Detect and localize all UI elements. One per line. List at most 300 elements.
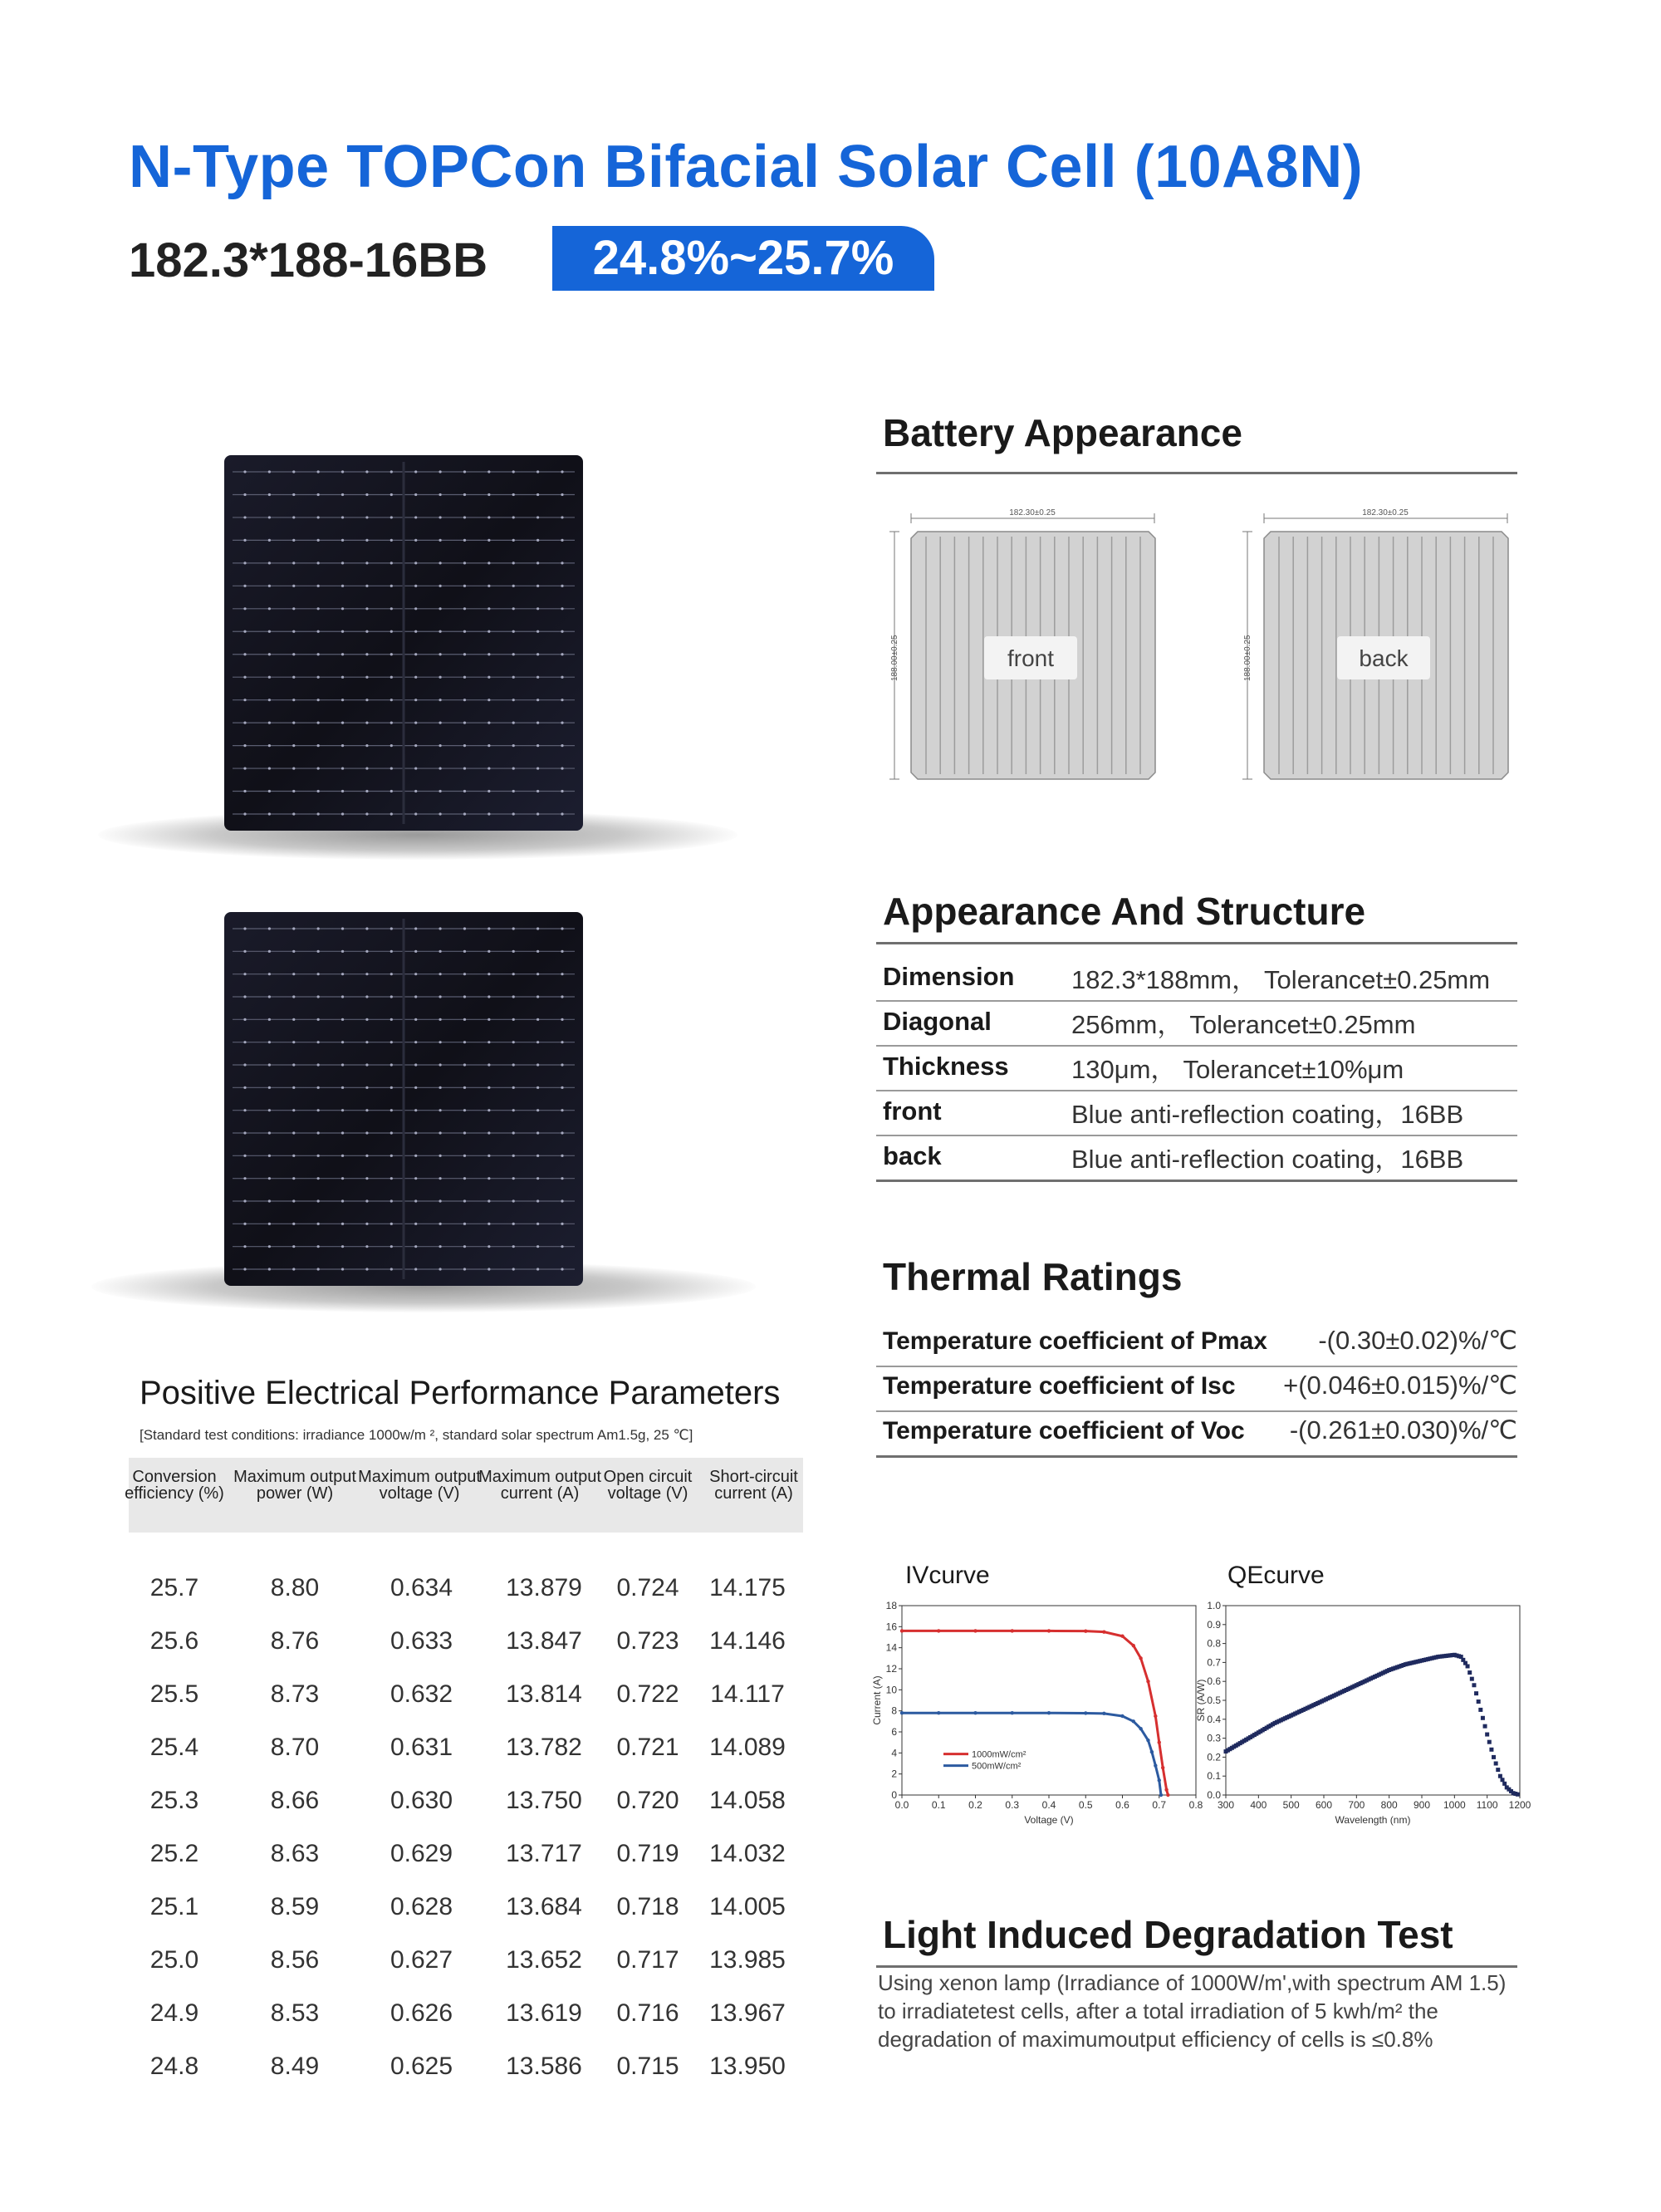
- solder-pad: [561, 1177, 563, 1180]
- qe-point: [1467, 1670, 1472, 1675]
- solder-pad: [414, 539, 417, 542]
- solder-pad: [317, 1268, 320, 1270]
- solder-pad: [390, 493, 393, 496]
- solder-pad: [243, 1086, 246, 1089]
- solder-pad: [463, 630, 466, 633]
- solder-pad: [439, 995, 441, 998]
- front-label: front: [1007, 645, 1055, 671]
- solder-pad: [390, 744, 393, 747]
- qe-chart-title: QEcurve: [1227, 1562, 1325, 1589]
- solder-pad: [488, 585, 490, 587]
- divider: [876, 1965, 1517, 1968]
- solder-pad: [390, 562, 393, 564]
- solder-pad: [463, 653, 466, 655]
- solder-pad: [341, 767, 344, 769]
- solder-pad: [537, 653, 539, 655]
- solder-pad: [292, 767, 295, 769]
- solder-pad: [390, 1268, 393, 1270]
- solder-pad: [439, 470, 441, 473]
- solder-pad: [341, 539, 344, 542]
- solder-pad: [390, 722, 393, 724]
- table-cell: 0.629: [390, 1840, 453, 1867]
- solder-pad: [365, 927, 368, 929]
- solder-pad: [537, 1245, 539, 1248]
- qe-point: [1470, 1677, 1474, 1681]
- solder-pad: [341, 1155, 344, 1157]
- solder-pad: [292, 630, 295, 633]
- solder-pad: [317, 676, 320, 679]
- solder-pad: [317, 630, 320, 633]
- iv-point: [973, 1629, 977, 1632]
- solder-pad: [414, 1109, 417, 1111]
- solder-pad: [561, 790, 563, 792]
- table-cell: 8.53: [270, 1999, 320, 2027]
- width-dimension: 182.30±0.25: [1362, 508, 1409, 517]
- y-tick-label: 0.7: [1207, 1656, 1221, 1669]
- solder-pad: [390, 927, 393, 929]
- solder-pad: [561, 470, 563, 473]
- solder-pad: [390, 1223, 393, 1225]
- solder-pad: [414, 1268, 417, 1270]
- table-cell: 24.8: [149, 2053, 199, 2080]
- solder-pad: [341, 722, 344, 724]
- qe-point: [1483, 1724, 1487, 1729]
- thermal-value: -(0.30±0.02)%/℃: [1318, 1326, 1517, 1355]
- x-tick-label: 1200: [1508, 1799, 1531, 1811]
- solder-pad: [341, 630, 344, 633]
- table-cell: 13.619: [506, 1999, 582, 2027]
- solder-pad: [439, 1199, 441, 1202]
- solder-pad: [268, 1245, 271, 1248]
- solder-pad: [439, 790, 441, 792]
- solder-pad: [317, 927, 320, 929]
- solder-pad: [439, 1177, 441, 1180]
- solder-pad: [414, 767, 417, 769]
- solder-pad: [341, 607, 344, 610]
- table-cell: 8.59: [270, 1893, 320, 1920]
- iv-point: [973, 1711, 977, 1714]
- solder-pad: [317, 722, 320, 724]
- iv-point: [1158, 1778, 1161, 1782]
- solder-pad: [365, 1041, 368, 1043]
- solder-pad: [243, 1199, 246, 1202]
- structure-value: 182.3*188mm， Tolerancet±0.25mm: [1071, 965, 1491, 994]
- solder-pad: [463, 722, 466, 724]
- solder-pad: [341, 744, 344, 747]
- x-tick-label: 0.2: [968, 1799, 982, 1811]
- solder-pad: [561, 1063, 563, 1066]
- solder-pad: [317, 1041, 320, 1043]
- x-tick-label: 600: [1315, 1799, 1333, 1811]
- table-cell: 0.628: [390, 1893, 453, 1920]
- x-tick-label: 400: [1250, 1799, 1267, 1811]
- table-cell: 0.634: [390, 1574, 453, 1601]
- table-cell: 0.627: [390, 1946, 453, 1974]
- solder-pad: [341, 950, 344, 953]
- solder-pad: [341, 516, 344, 518]
- solder-pad: [390, 470, 393, 473]
- cell-diagram-front: [884, 505, 1175, 787]
- solder-pad: [561, 585, 563, 587]
- solder-pad: [365, 722, 368, 724]
- solder-pad: [414, 676, 417, 679]
- column-header: Maximum output current (A): [478, 1468, 601, 1503]
- solder-pad: [268, 1063, 271, 1066]
- solder-pad: [439, 699, 441, 701]
- solder-pad: [488, 790, 490, 792]
- solder-pad: [292, 1109, 295, 1111]
- table-cell: 0.720: [616, 1787, 679, 1814]
- solder-pad: [317, 1223, 320, 1225]
- solder-pad: [512, 1223, 515, 1225]
- solder-pad: [365, 1131, 368, 1134]
- solder-pad: [243, 812, 246, 815]
- solder-pad: [414, 973, 417, 975]
- solder-pad: [512, 950, 515, 953]
- solder-pad: [488, 470, 490, 473]
- solder-pad: [439, 1041, 441, 1043]
- solder-pad: [292, 995, 295, 998]
- y-tick-label: 8: [891, 1704, 897, 1717]
- divider: [876, 942, 1517, 944]
- solder-pad: [561, 767, 563, 769]
- solder-pad: [561, 676, 563, 679]
- iv-point: [1154, 1763, 1157, 1767]
- legend-entry: 1000mW/cm²: [972, 1749, 1026, 1760]
- solder-pad: [390, 1018, 393, 1021]
- solder-pad: [365, 585, 368, 587]
- solder-pad: [390, 1063, 393, 1066]
- solder-pad: [537, 585, 539, 587]
- solder-pad: [512, 539, 515, 542]
- solder-pad: [463, 950, 466, 953]
- table-cell: 0.715: [616, 2053, 679, 2080]
- solder-pad: [537, 1268, 539, 1270]
- solder-pad: [439, 1018, 441, 1021]
- solder-pad: [317, 585, 320, 587]
- qe-point: [1474, 1691, 1478, 1695]
- solder-pad: [561, 1041, 563, 1043]
- column-header: Short-circuit current (A): [709, 1468, 798, 1503]
- iv-series-line: [902, 1713, 1161, 1795]
- page-title: N-Type TOPCon Bifacial Solar Cell (10A8N): [129, 134, 1364, 200]
- solder-pad: [317, 1109, 320, 1111]
- electrical-title: Positive Electrical Performance Parameters: [140, 1375, 781, 1411]
- solder-pad: [365, 812, 368, 815]
- solder-pad: [488, 1245, 490, 1248]
- solder-pad: [439, 1063, 441, 1066]
- table-cell: 25.3: [149, 1787, 199, 1814]
- solder-pad: [488, 630, 490, 633]
- x-tick-label: 0.0: [894, 1799, 909, 1811]
- solder-pad: [243, 1223, 246, 1225]
- solder-pad: [537, 1086, 539, 1089]
- iv-point: [1150, 1750, 1154, 1753]
- solder-pad: [243, 995, 246, 998]
- row-divider: [876, 1455, 1517, 1458]
- solder-pad: [561, 1199, 563, 1202]
- solder-pad: [414, 1018, 417, 1021]
- row-divider: [876, 1135, 1517, 1136]
- iv-point: [937, 1629, 940, 1632]
- solder-pad: [488, 1177, 490, 1180]
- solder-pad: [317, 470, 320, 473]
- solder-pad: [463, 607, 466, 610]
- solder-pad: [317, 950, 320, 953]
- solder-pad: [390, 1155, 393, 1157]
- solder-pad: [341, 1223, 344, 1225]
- solder-pad: [268, 470, 271, 473]
- table-cell: 0.716: [616, 1999, 679, 2027]
- solder-pad: [414, 1177, 417, 1180]
- solder-pad: [512, 607, 515, 610]
- solder-pad: [292, 722, 295, 724]
- solder-pad: [561, 950, 563, 953]
- qe-curve-chart: [1195, 1599, 1531, 1848]
- solder-pad: [512, 562, 515, 564]
- solder-pad: [365, 607, 368, 610]
- solder-pad: [488, 767, 490, 769]
- solder-pad: [439, 1109, 441, 1111]
- row-divider: [876, 1410, 1517, 1412]
- column-header: Open circuit voltage (V): [603, 1468, 693, 1503]
- solder-pad: [439, 927, 441, 929]
- solder-pad: [414, 653, 417, 655]
- solder-pad: [390, 539, 393, 542]
- solder-pad: [561, 995, 563, 998]
- solder-pad: [243, 722, 246, 724]
- solder-pad: [512, 812, 515, 815]
- solder-pad: [537, 676, 539, 679]
- y-tick-label: 0.8: [1207, 1637, 1221, 1650]
- solder-pad: [317, 516, 320, 518]
- table-cell: 0.626: [390, 1999, 453, 2027]
- table-cell: 8.80: [270, 1574, 320, 1601]
- solder-pad: [292, 562, 295, 564]
- table-cell: 13.814: [506, 1680, 582, 1708]
- solder-pad: [488, 607, 490, 610]
- solder-pad: [292, 1041, 295, 1043]
- solder-pad: [268, 1041, 271, 1043]
- solder-pad: [561, 1155, 563, 1157]
- iv-point: [1139, 1656, 1142, 1660]
- iv-point: [1139, 1727, 1142, 1730]
- solder-pad: [268, 562, 271, 564]
- solder-pad: [268, 653, 271, 655]
- qe-point: [1492, 1755, 1496, 1759]
- solder-pad: [439, 812, 441, 815]
- solder-pad: [292, 607, 295, 610]
- table-cell: 13.967: [709, 1999, 786, 2027]
- solder-pad: [243, 539, 246, 542]
- solder-pad: [341, 1131, 344, 1134]
- qe-point: [1478, 1708, 1482, 1712]
- solder-pad: [512, 653, 515, 655]
- solder-pad: [414, 562, 417, 564]
- solder-pad: [537, 493, 539, 496]
- solder-pad: [292, 516, 295, 518]
- solder-pad: [243, 1131, 246, 1134]
- solder-pad: [414, 1155, 417, 1157]
- solder-pad: [537, 1109, 539, 1111]
- x-tick-label: 700: [1348, 1799, 1365, 1811]
- solder-pad: [561, 630, 563, 633]
- solder-pad: [292, 653, 295, 655]
- solder-pad: [561, 539, 563, 542]
- y-tick-label: 0.2: [1207, 1751, 1221, 1763]
- solder-pad: [537, 995, 539, 998]
- iv-point: [1120, 1714, 1124, 1718]
- solder-pad: [317, 812, 320, 815]
- solder-pad: [463, 493, 466, 496]
- solder-pad: [292, 539, 295, 542]
- solder-pad: [488, 1155, 490, 1157]
- solder-pad: [243, 585, 246, 587]
- solder-pad: [561, 699, 563, 701]
- solder-pad: [414, 585, 417, 587]
- table-cell: 13.985: [709, 1946, 786, 1974]
- table-cell: 8.49: [270, 2053, 320, 2080]
- solder-pad: [365, 1063, 368, 1066]
- solder-pad: [292, 585, 295, 587]
- solder-pad: [537, 516, 539, 518]
- table-cell: 13.750: [506, 1787, 582, 1814]
- solder-pad: [561, 1131, 563, 1134]
- solder-pad: [268, 1177, 271, 1180]
- solder-pad: [292, 1177, 295, 1180]
- solder-pad: [243, 767, 246, 769]
- solder-pad: [439, 607, 441, 610]
- solder-pad: [268, 1131, 271, 1134]
- solder-pad: [512, 1063, 515, 1066]
- table-cell: 8.70: [270, 1734, 320, 1761]
- solder-pad: [341, 470, 344, 473]
- solder-pad: [414, 927, 417, 929]
- solder-pad: [488, 562, 490, 564]
- solder-pad: [512, 973, 515, 975]
- table-row: [0, 2053, 1661, 2086]
- y-tick-label: 6: [891, 1726, 897, 1738]
- table-cell: 14.089: [709, 1734, 786, 1761]
- divider: [876, 472, 1517, 474]
- solder-pad: [243, 676, 246, 679]
- solder-pad: [488, 995, 490, 998]
- cell-diagram-back: [1237, 505, 1528, 787]
- y-tick-label: 0.1: [1207, 1770, 1221, 1783]
- solder-pad: [463, 744, 466, 747]
- solder-pad: [463, 927, 466, 929]
- solder-pad: [390, 1109, 393, 1111]
- solder-pad: [439, 1245, 441, 1248]
- solder-pad: [561, 1109, 563, 1111]
- solder-pad: [439, 516, 441, 518]
- solder-pad: [488, 1018, 490, 1021]
- solder-pad: [561, 1268, 563, 1270]
- table-cell: 0.630: [390, 1787, 453, 1814]
- solder-pad: [512, 516, 515, 518]
- y-tick-label: 0: [891, 1789, 897, 1801]
- solder-pad: [390, 1131, 393, 1134]
- table-cell: 0.633: [390, 1627, 453, 1655]
- solder-pad: [537, 1199, 539, 1202]
- solder-pad: [341, 1018, 344, 1021]
- iv-point: [937, 1711, 940, 1714]
- solder-pad: [390, 585, 393, 587]
- qe-point: [1496, 1768, 1500, 1772]
- solder-pad: [512, 1041, 515, 1043]
- solder-pad: [341, 973, 344, 975]
- solder-pad: [390, 812, 393, 815]
- structure-label: Dimension: [883, 962, 1015, 991]
- solder-pad: [512, 493, 515, 496]
- solder-pad: [390, 630, 393, 633]
- solder-pad: [390, 790, 393, 792]
- solder-pad: [488, 1063, 490, 1066]
- solder-pad: [512, 722, 515, 724]
- table-cell: 8.56: [270, 1946, 320, 1974]
- y-tick-label: 16: [885, 1621, 897, 1633]
- solder-pad: [414, 699, 417, 701]
- iv-point: [1102, 1630, 1105, 1633]
- solder-pad: [365, 950, 368, 953]
- solder-pad: [341, 812, 344, 815]
- solder-pad: [365, 470, 368, 473]
- iv-point: [1166, 1793, 1169, 1797]
- table-cell: 0.625: [390, 2053, 453, 2080]
- solder-pad: [561, 1086, 563, 1089]
- solder-pad: [463, 676, 466, 679]
- solder-pad: [439, 722, 441, 724]
- solder-pad: [439, 562, 441, 564]
- solder-pad: [243, 1063, 246, 1066]
- solder-pad: [512, 1268, 515, 1270]
- solder-pad: [439, 1268, 441, 1270]
- table-cell: 8.63: [270, 1840, 320, 1867]
- solder-pad: [561, 607, 563, 610]
- iv-point: [1161, 1766, 1164, 1769]
- x-tick-label: 0.8: [1188, 1799, 1203, 1811]
- solder-pad: [243, 973, 246, 975]
- solder-pad: [341, 1199, 344, 1202]
- iv-point: [900, 1629, 904, 1632]
- solder-pad: [512, 1109, 515, 1111]
- efficiency-badge: 24.8%~25.7%: [552, 226, 934, 291]
- row-divider: [876, 1000, 1517, 1002]
- solder-pad: [561, 744, 563, 747]
- thermal-value: -(0.261±0.030)%/℃: [1289, 1415, 1517, 1444]
- solder-pad: [317, 1245, 320, 1248]
- table-cell: 8.76: [270, 1627, 320, 1655]
- solder-pad: [488, 1041, 490, 1043]
- solder-pad: [292, 950, 295, 953]
- table-cell: 14.058: [709, 1787, 786, 1814]
- solder-pad: [341, 1245, 344, 1248]
- solder-pad: [317, 995, 320, 998]
- solder-pad: [537, 722, 539, 724]
- table-cell: 13.586: [506, 2053, 582, 2080]
- width-dimension: 182.30±0.25: [1009, 508, 1056, 517]
- solder-pad: [292, 470, 295, 473]
- solder-pad: [414, 470, 417, 473]
- y-tick-label: 14: [885, 1641, 897, 1654]
- solder-pad: [341, 1177, 344, 1180]
- solder-pad: [390, 767, 393, 769]
- solder-pad: [439, 1131, 441, 1134]
- solder-pad: [365, 1177, 368, 1180]
- solder-pad: [414, 722, 417, 724]
- solder-pad: [414, 950, 417, 953]
- solder-pad: [243, 699, 246, 701]
